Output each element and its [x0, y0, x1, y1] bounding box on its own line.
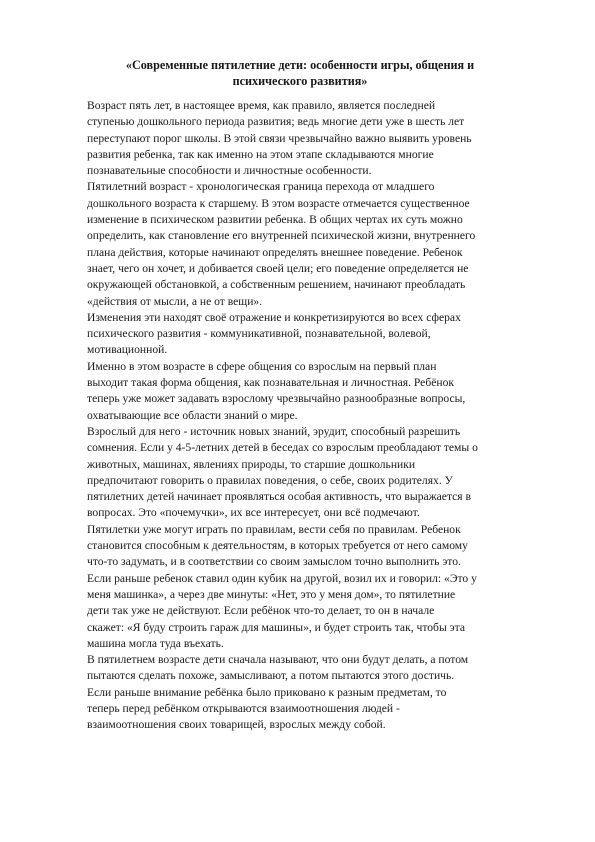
body-line: охватывающие все области знаний о мире. [87, 408, 298, 422]
body-line: вопросах. Это «почемучки», их все интересует, они всё подмечают. [87, 506, 420, 520]
body-line: знает, чего он хочет, и добивается своей цели; его поведение определяется не [87, 261, 469, 275]
body-line: Изменения эти находят своё отражение и конкретизируются во всех сферах [87, 310, 461, 324]
body-line: окружающей обстановкой, а собственным решением, начинают преобладать [87, 278, 466, 292]
body-line: Пятилетки уже могут играть по правилам, вести себя по правилам. Ребенок [87, 522, 461, 536]
body-line: Если раньше ребенок ставил один кубик на другой, возил их и говорил: «Это у [87, 571, 477, 585]
body-line: психического развития - коммуникативной, познавательной, волевой, [87, 327, 431, 341]
body-line: предпочитают говорить о правилах поведения, о себе, своих родителях. У [87, 473, 453, 487]
body-line: что-то задумать, и в соответствии со своим замыслом точно выполнить это. [87, 555, 461, 569]
body-line: машина могла туда въехать. [87, 636, 224, 650]
body-line: «действия от мысли, а не от вещи». [87, 294, 263, 308]
body-line: переступают порог школы. В этой связи чрезвычайно важно выявить уровень [87, 131, 472, 145]
body-line: Именно в этом возрасте в сфере общения со взрослым на первый план [87, 359, 437, 373]
body-line: Взрослый для него - источник новых знаний, эрудит, способный разрешить [87, 424, 461, 438]
body-line: становится способным к деятельностям, в которых требуется от него самому [87, 539, 468, 553]
title-line: «Современные пятилетние дети: особенности игры, общения и [125, 58, 475, 72]
body-line: скажет: «Я буду строить гараж для машины», и будет строить так, чтобы эта [87, 620, 465, 634]
body-line: плана действия, которые начинают определять внешнее поведение. Ребенок [87, 245, 463, 259]
body-line: мотивационной. [87, 343, 168, 357]
body-line: животных, машинах, явлениях природы, то старшие дошкольники [87, 457, 416, 471]
body-line: сомнения. Если у 4-5-летних детей в беседах со взрослым преобладают темы о [87, 441, 478, 455]
body-line: пятилетних детей начинает проявляться особая активность, что выражается в [87, 490, 472, 504]
body-line: Возраст пять лет, в настоящее время, как правило, является последней [87, 99, 436, 112]
body-line: теперь уже может задавать взрослому чрезвычайно разнообразные вопросы, [87, 392, 466, 406]
body-line: Пятилетний возраст - хронологическая граница перехода от младшего [87, 180, 435, 194]
body-line: дошкольного возраста к старшему. В этом возрасте отмечается существенное [87, 196, 470, 210]
body-line: познавательные способности и личностные особенности. [87, 164, 372, 178]
body-line: ступенью дошкольного периода развития; ведь многие дети уже в шесть лет [87, 115, 465, 129]
title-line: психического развития» [232, 74, 368, 88]
body-line: дети так уже не действуют. Если ребёнок что-то делает, то он в начале [87, 604, 435, 618]
body-line: определить, как становление его внутренней психической жизни, внутреннего [87, 229, 476, 243]
document-body [87, 98, 567, 734]
body-line: В пятилетнем возрасте дети сначала называют, что они будут делать, а потом [87, 653, 469, 667]
body-line: изменение в психическом развитии ребенка. В общих чертах их суть можно [87, 213, 463, 227]
body-line: теперь перед ребёнком открываются взаимоотношения людей - [87, 701, 400, 715]
body-line: выходит такая форма общения, как познавательная и личностная. Ребёнок [87, 376, 455, 390]
body-line: меня машинка», а через две минуты: «Нет, это у меня дом», то пятилетние [87, 587, 456, 601]
body-line: Если раньше внимание ребёнка было приковано к разным предметам, то [87, 685, 447, 699]
body-line: развития ребенка, так как именно на этом этапе складываются многие [87, 147, 434, 161]
document-title [80, 57, 520, 89]
body-line: взаимоотношения своих товарищей, взрослых между собой. [87, 718, 386, 732]
body-line: пытаются сделать похоже, замысливают, а потом пытаются этого достичь. [87, 669, 455, 683]
